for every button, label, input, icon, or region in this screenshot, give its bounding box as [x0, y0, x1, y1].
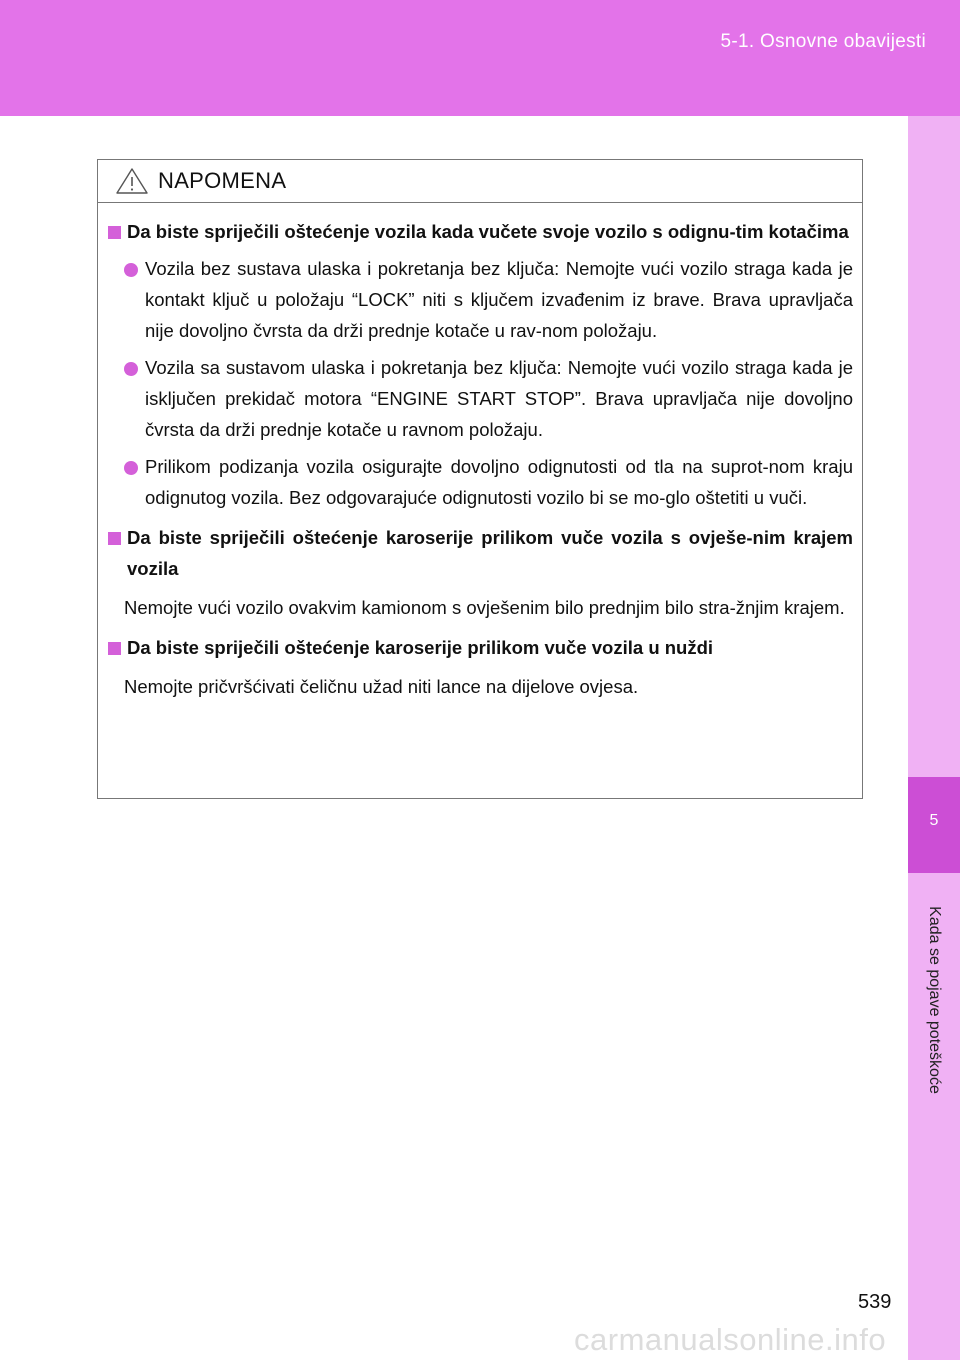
warning-triangle-icon [115, 167, 149, 195]
bullet-item [108, 453, 853, 513]
notice-body [98, 203, 862, 702]
section-title: 5-1. Osnovne obavijesti [720, 31, 926, 52]
chapter-side-tab [908, 116, 960, 1360]
chapter-number: 5 [929, 812, 939, 829]
section-paragraph: Nemojte pričvršćivati čeličnu užad niti lance na dijelove ovjesa. [124, 676, 639, 697]
square-bullet-icon [108, 642, 121, 655]
bullet-text: Prilikom podizanja vozila osigurajte dovoljno odignutosti od tla na suprot-nom kraju odignutog vozila. Bez odgovarajuće odignutosti vozilo bi se mo-glo oštetiti u vuči. [145, 456, 853, 508]
chapter-title: Kada se pojave poteškoće [926, 906, 943, 1094]
round-bullet-icon [124, 362, 138, 376]
section-heading [108, 635, 853, 663]
section-paragraph: Nemojte vući vozilo ovakvim kamionom s ovješenim bilo prednjim bilo stra-žnjim krajem. [124, 597, 845, 618]
square-bullet-icon [108, 532, 121, 545]
bullet-text: Vozila bez sustava ulaska i pokretanja bez ključa: Nemojte vući vozilo straga kada je kontakt ključ u položaju “LOCK” niti s ključem izvađenim iz brave. Brava upravljača nije dovoljno čvrsta da drži prednje kotače u rav-nom položaju. [145, 258, 853, 341]
bullet-text: Vozila sa sustavom ulaska i pokretanja bez ključa: Nemojte vući vozilo straga kada je isključen prekidač motora “ENGINE START STOP”. Brava upravljača nije dovoljno čvrsta da drži prednje kotače u ravnom položaju. [145, 357, 853, 440]
section-heading [108, 219, 853, 247]
section-heading-text: Da biste spriječili oštećenje karoserije prilikom vuče vozila u nuždi [127, 637, 714, 658]
notice-header [98, 160, 862, 203]
bullet-item [108, 255, 853, 346]
round-bullet-icon [124, 461, 138, 475]
page-number: 539 [858, 1291, 892, 1313]
watermark: carmanualsonline.info [574, 1322, 887, 1357]
square-bullet-icon [108, 226, 121, 239]
notice-box [97, 159, 863, 799]
section-heading-text: Da biste spriječili oštećenje vozila kada vučete svoje vozilo s odignu-tim kotačima [127, 221, 849, 242]
notice-title: NAPOMENA [158, 168, 287, 193]
round-bullet-icon [124, 263, 138, 277]
bullet-item [108, 354, 853, 445]
section-heading [108, 525, 853, 584]
section-heading-text: Da biste spriječili oštećenje karoserije prilikom vuče vozila s ovješe-nim krajem vozila [127, 527, 853, 579]
header-band [0, 0, 960, 116]
